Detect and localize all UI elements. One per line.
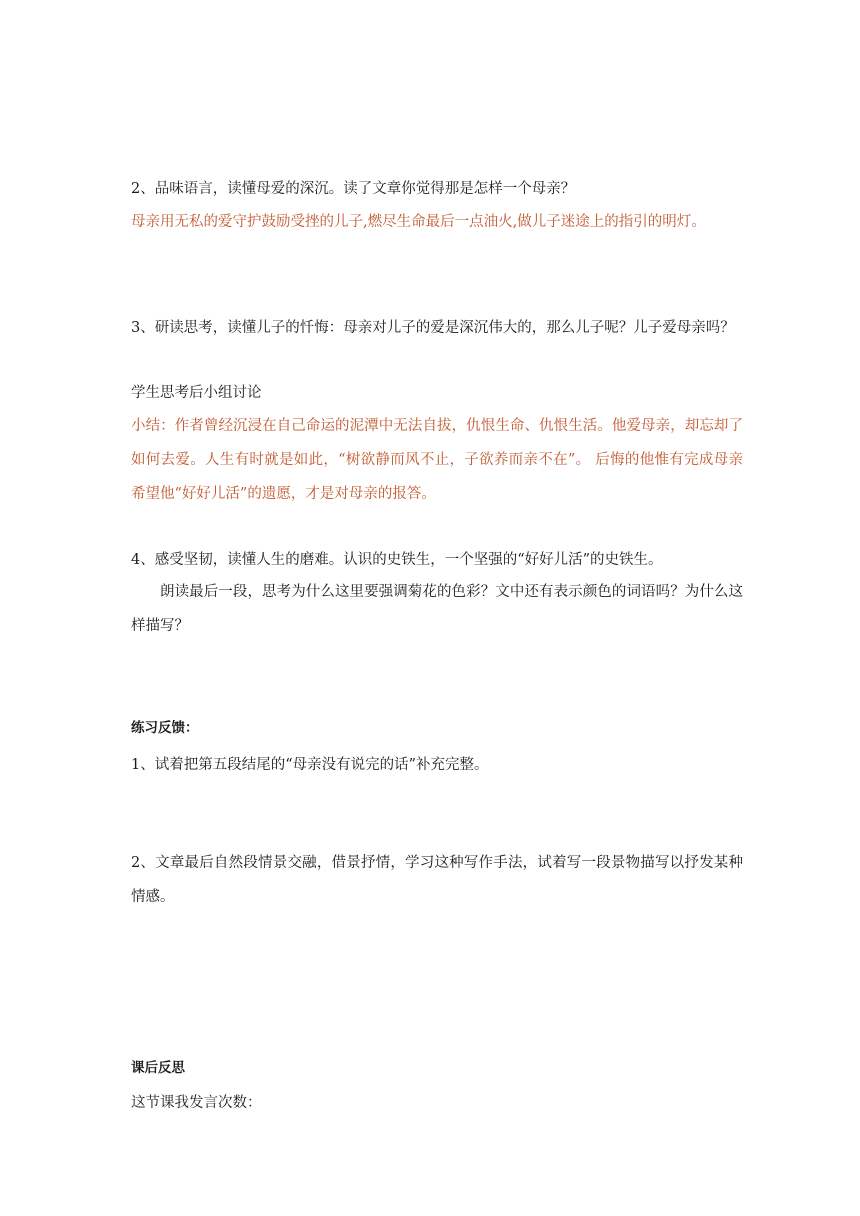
question-3: 3、研读思考，读懂儿子的忏悔：母亲对儿子的爱是深沉伟大的，那么儿子呢？儿子爱母亲吗？	[131, 320, 735, 336]
question-2: 2、品味语言，读懂母爱的深沉。读了文章你觉得那是怎样一个母亲？	[131, 181, 576, 197]
practice-item-2: 2、文章最后自然段情景交融，借景抒情，学习这种写作手法，试着写一段景物描写以抒发某种情感。	[131, 855, 743, 905]
answer-2: 母亲用无私的爱守护鼓励受挫的儿子,燃尽生命最后一点油火,做儿子迷途上的指引的明灯。	[131, 214, 706, 230]
reading-prompt: 朗读最后一段，思考为什么这里要强调菊花的色彩？文中还有表示颜色的词语吗？为什么这样描写？	[131, 584, 743, 634]
reflection-heading: 课后反思	[131, 1060, 185, 1076]
practice-heading: 练习反馈：	[131, 720, 199, 736]
discussion-instruction: 学生思考后小组讨论	[131, 385, 262, 401]
practice-item-1: 1、试着把第五段结尾的“母亲没有说完的话”补充完整。	[131, 757, 489, 773]
question-4: 4、感受坚韧，读懂人生的磨难。认识的史铁生，一个坚强的“好好儿活”的史铁生。	[131, 552, 663, 568]
reflection-line-1: 这节课我发言次数：	[131, 1095, 262, 1111]
summary-3: 小结：作者曾经沉浸在自己命运的泥潭中无法自拔，仇恨生命、仇恨生活。他爱母亲，却忘却了如何去爱。人生有时就是如此，“树欲静而风不止，子欲养而亲不在”。 后悔的他惟有完成母亲希望他“好好儿活”的遗愿，才是对母亲的报答。	[131, 418, 743, 502]
